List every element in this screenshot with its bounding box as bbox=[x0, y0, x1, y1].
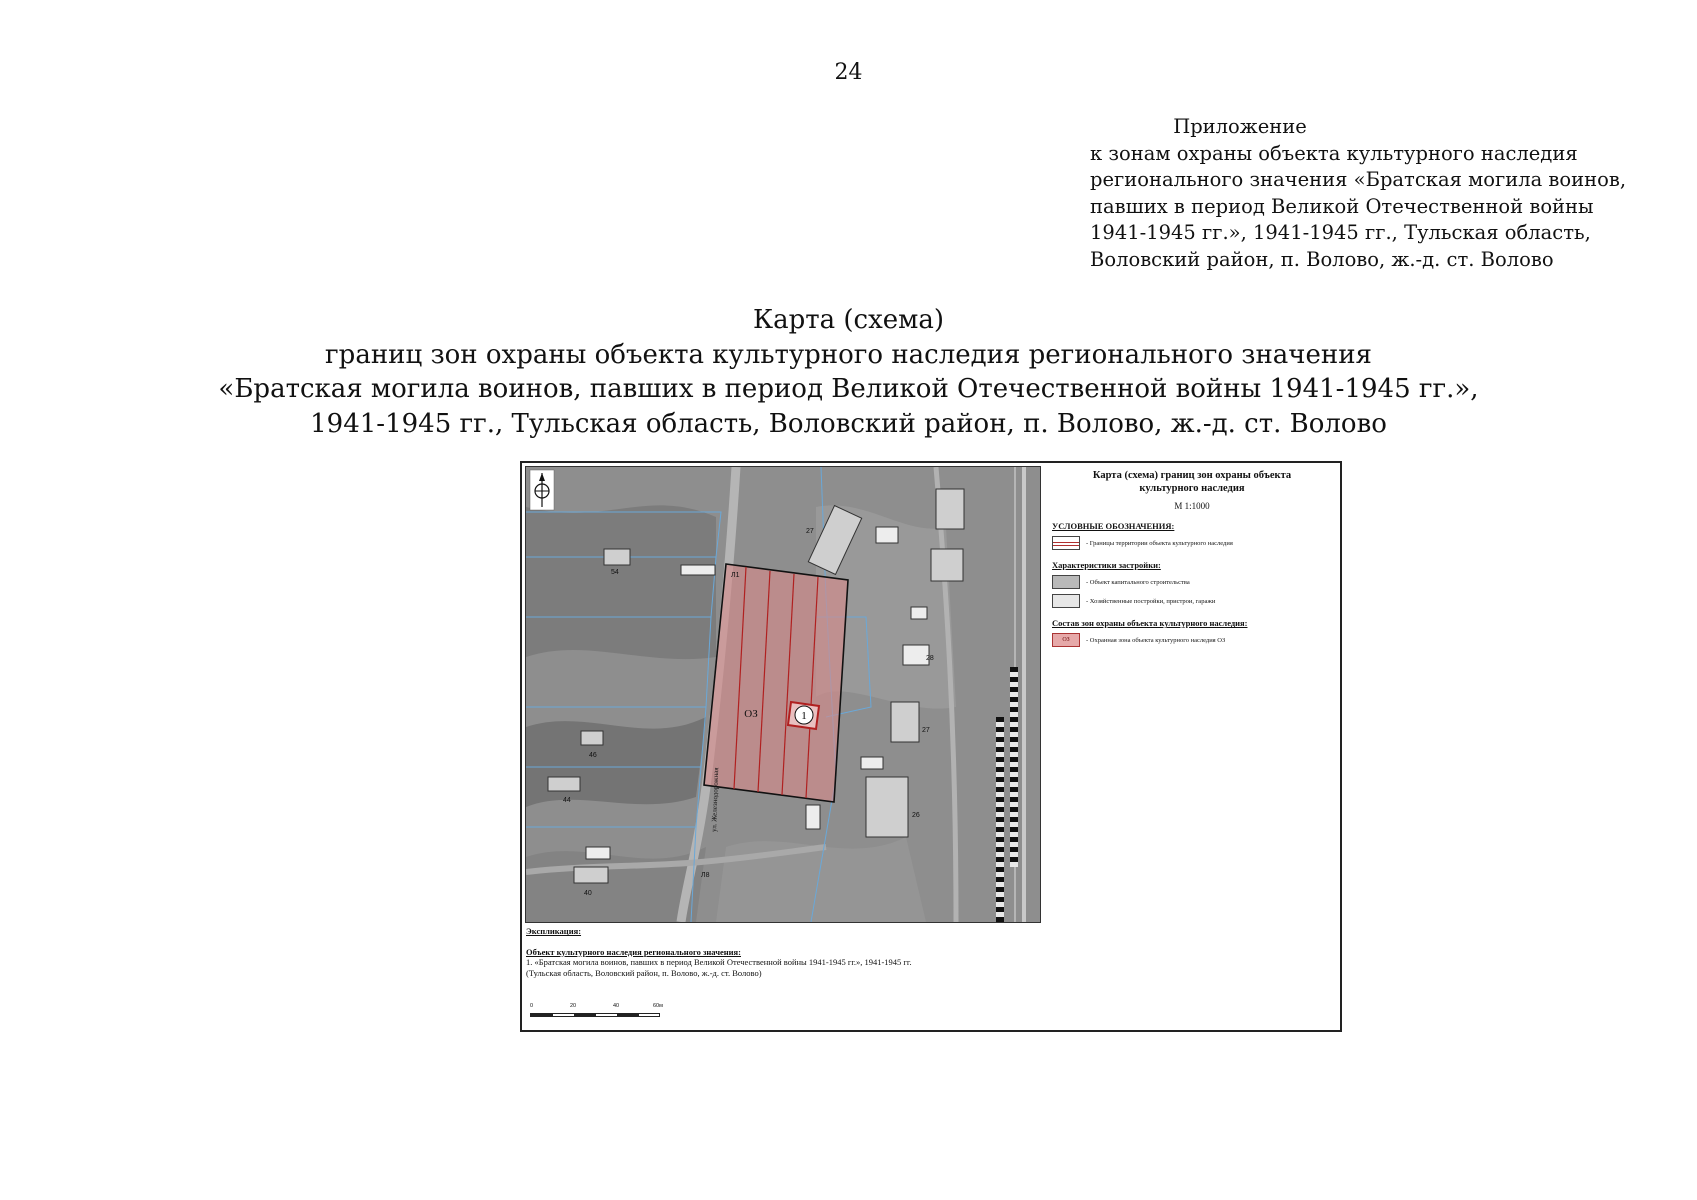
legend-title bbox=[1052, 469, 1332, 495]
appendix-line: регионального значения «Братская могила воинов, bbox=[1090, 168, 1627, 192]
house-number: 28 bbox=[926, 655, 934, 662]
north-arrow-icon bbox=[530, 470, 554, 510]
vegetation-patch bbox=[526, 717, 706, 807]
scale-tick: 40 bbox=[613, 1003, 620, 1009]
boundary-line-swatch bbox=[1052, 536, 1080, 550]
zones-heading: Состав зон охраны объекта культурного наследия: bbox=[1052, 618, 1248, 629]
house-number: 27 bbox=[922, 727, 930, 734]
building-heading: Характеристики застройки: bbox=[1052, 560, 1161, 571]
railway-track bbox=[996, 717, 1004, 922]
house-number: 54 bbox=[611, 569, 619, 576]
scale-bar-graphic bbox=[530, 1013, 660, 1017]
appendix-line: к зонам охраны объекта культурного наследия bbox=[1090, 141, 1578, 165]
title-line: Карта (схема) bbox=[752, 305, 945, 335]
symbols-heading: УСЛОВНЫЕ ОБОЗНАЧЕНИЯ: bbox=[1052, 521, 1175, 532]
house-number: 40 bbox=[584, 890, 592, 897]
explication-heading: Экспликация: bbox=[526, 926, 582, 936]
street-label: ул. Железнодорожная bbox=[710, 767, 721, 833]
appendix-line: Приложение bbox=[1173, 115, 1307, 138]
house-number: 27 bbox=[806, 528, 814, 535]
household-building-swatch bbox=[1052, 594, 1080, 608]
explication bbox=[526, 926, 1306, 979]
scale-tick: 20 bbox=[570, 1003, 577, 1009]
zone-label: - Охранная зона объекта культурного наследия ОЗ bbox=[1086, 636, 1226, 644]
legend-row-household bbox=[1052, 594, 1332, 608]
map-scale: М 1:1000 bbox=[1174, 501, 1210, 512]
protection-zone-swatch: ОЗ bbox=[1052, 633, 1080, 647]
boundary-label: - Границы территории объекта культурного наследия bbox=[1086, 539, 1233, 547]
scale-bar bbox=[530, 1003, 670, 1028]
legend-row-capital bbox=[1052, 575, 1332, 589]
explication-item: 1. «Братская могила воинов, павших в период Великой Отечественной войны 1941-1945 гг.», 1941-1945 гг. bbox=[526, 957, 912, 968]
vertex-label: Л8 bbox=[701, 872, 710, 879]
object-number: 1 bbox=[801, 710, 807, 722]
house-number: 46 bbox=[589, 752, 597, 759]
scale-tick: 0 bbox=[530, 1003, 534, 1009]
railway-track bbox=[1010, 667, 1018, 867]
title-line: границ зон охраны объекта культурного наследия регионального значения bbox=[325, 339, 1372, 370]
appendix-note bbox=[1090, 114, 1627, 273]
appendix-line: 1941-1945 гг.», 1941-1945 гг., Тульская область, bbox=[1090, 221, 1591, 245]
legend-title-line: Карта (схема) границ зон охраны объекта bbox=[1092, 470, 1292, 481]
explication-item: (Тульская область, Воловский район, п. Волово, ж.-д. ст. Волово) bbox=[526, 967, 762, 978]
household-label: - Хозяйственные постройки, пристрои, гаражи bbox=[1086, 597, 1216, 605]
document-title bbox=[0, 303, 1697, 441]
legend-row-zone bbox=[1052, 633, 1332, 647]
appendix-line: Воловский район, п. Волово, ж.-д. ст. Волово bbox=[1090, 247, 1554, 271]
capital-label: - Объект капитального строительства bbox=[1086, 578, 1190, 586]
house-number: 26 bbox=[912, 812, 920, 819]
railway-line bbox=[1022, 467, 1026, 922]
page-number: 24 bbox=[834, 60, 863, 85]
map-legend bbox=[1052, 469, 1332, 647]
map-canvas bbox=[526, 467, 1040, 922]
object-heading: Объект культурного наследия регионального значения: bbox=[526, 946, 741, 957]
map-sheet bbox=[520, 461, 1342, 1032]
title-line: «Братская могила воинов, павших в период Великой Отечественной войны 1941-1945 гг.», bbox=[218, 374, 1479, 405]
title-line: 1941-1945 гг., Тульская область, Воловский район, п. Волово, ж.-д. ст. Волово bbox=[310, 408, 1387, 439]
house-number: 44 bbox=[563, 797, 571, 804]
protection-zone-oz bbox=[704, 564, 848, 802]
vegetation-patch bbox=[526, 505, 716, 659]
zone-label: ОЗ bbox=[744, 708, 758, 720]
appendix-line: павших в период Великой Отечественной войны bbox=[1090, 194, 1594, 218]
legend-row-boundary bbox=[1052, 536, 1332, 550]
capital-building-swatch bbox=[1052, 575, 1080, 589]
legend-title-line: культурного наследия bbox=[1139, 483, 1245, 495]
scale-tick: 60м bbox=[653, 1003, 663, 1009]
satellite-map bbox=[525, 466, 1041, 923]
vertex-label: Л1 bbox=[731, 572, 740, 579]
